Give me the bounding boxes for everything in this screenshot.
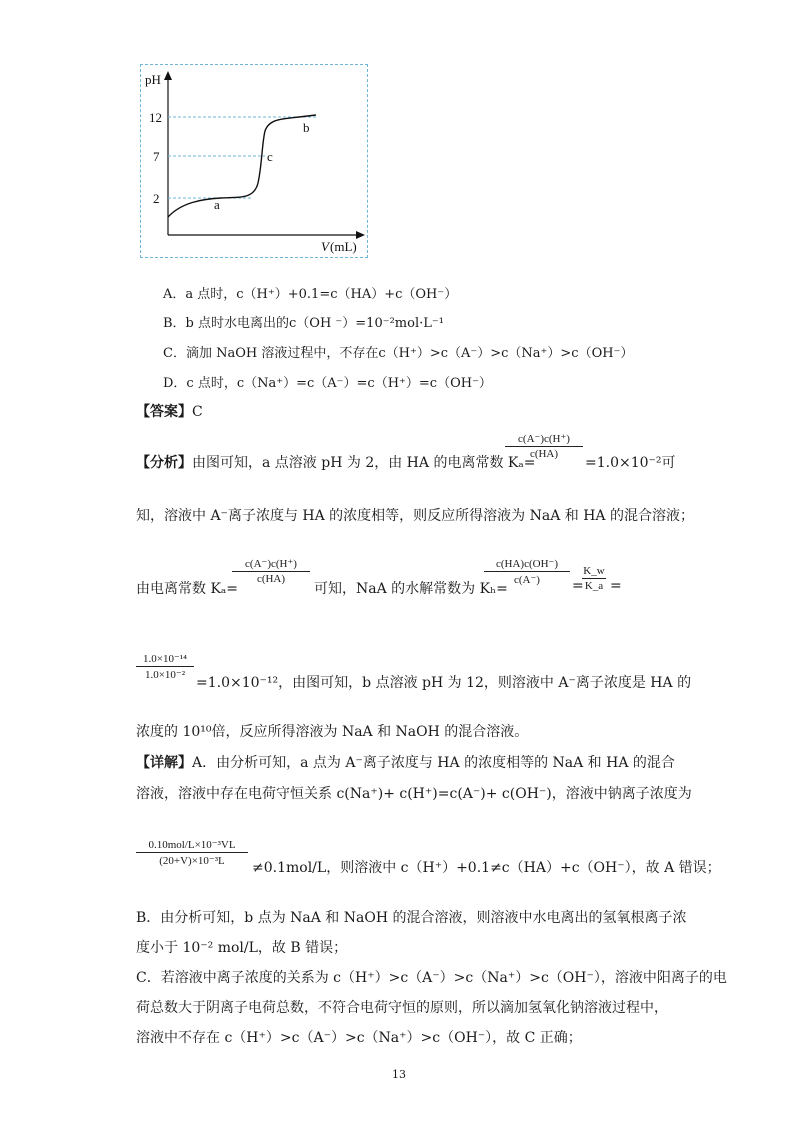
option-a [163,283,457,302]
fraction-ka-2-den: c(HA) [256,573,286,585]
fraction-kw-num: K_w [583,565,605,577]
x-axis-label-unit: (mL) [330,239,357,254]
point-label-c: c [267,149,273,164]
analysis-line-3-mid: 可知，NaA 的水解常数为 Kₕ= [314,581,508,597]
option-d-prefix: D．c 点时， [163,376,237,391]
titration-chart-svg [141,65,369,259]
fraction-bar [484,571,570,572]
fraction-ka-2-num: c(A⁻)c(H⁺) [245,558,297,570]
y-axis-label: pH [145,72,161,87]
option-b-prefix: B．b 点时水电离出的 [163,316,290,331]
answer-tag: 【答案】 [136,404,192,420]
detail-line-c1: C．若溶液中离子浓度的关系为 c（H⁺）>c（A⁻）>c（Na⁺）>c（OH⁻），溶液中阳离子的电 [136,970,727,986]
detail-line-a2: 溶液，溶液中存在电荷守恒关系 c(Na⁺)+ c(H⁺)=c(A⁻)+ c(OH⁻)，溶液中钠离子浓度为 [136,786,692,802]
option-b [163,312,444,331]
detail-line-b1: B．由分析可知，b 点为 NaA 和 NaOH 的混合溶液，则溶液中水电离出的氢氧根离子浓 [136,910,687,926]
detail-tag: 【详解】 [136,755,192,771]
fraction-ka-2 [232,557,310,585]
fraction-kh-value-den: 1.0×10⁻² [144,669,186,681]
equals-sign: = [572,578,584,594]
y-tick-12: 12 [149,110,162,125]
detail-line-c2: 荷总数大于阴离子电荷总数，不符合电荷守恒的原则，所以滴加氢氧化钠溶液过程中， [136,1000,668,1016]
answer-line [136,401,203,421]
option-c-body: c（H⁺）>c（A⁻）>c（Na⁺）>c（OH⁻） [378,346,634,361]
point-label-a: a [214,197,220,212]
fraction-bar [582,578,606,579]
x-axis-label-var: V [321,239,329,254]
fraction-ka-1 [505,432,583,460]
fraction-kh-num: c(HA)c(OH⁻) [496,558,558,570]
x-axis-arrow [356,231,365,239]
option-c [163,342,633,361]
titration-chart [140,64,368,258]
y-tick-7: 7 [153,149,160,164]
fraction-bar [232,571,310,572]
analysis-line-2: 知，溶液中 A⁻离子浓度与 HA 的浓度相等，则反应所得溶液为 NaA 和 HA 的混合溶液； [136,508,694,524]
detail-line-a1 [136,752,675,772]
fraction-kh [484,557,570,586]
fraction-kh-den: c(A⁻) [514,574,540,586]
option-d-body: c（Na⁺）=c（A⁻）=c（H⁺）=c（OH⁻） [236,376,492,391]
analysis-line-1-post: =1.0×10⁻²可 [585,455,676,471]
fraction-kh-value [136,652,194,681]
fraction-kw-ka [582,565,606,592]
answer-value: C [192,404,203,420]
y-axis-arrow [164,71,172,80]
fraction-bar [136,666,194,667]
fraction-bar [136,852,248,853]
option-c-prefix: C．滴加 NaOH 溶液过程中，不存在 [163,346,379,361]
fraction-bar [505,446,583,447]
analysis-line-4-post: =1.0×10⁻¹²，由图可知，b 点溶液 pH 为 12，则溶液中 A⁻离子浓度是 HA 的 [196,675,692,691]
fraction-ka-den: K_a [584,580,604,592]
detail-line-c3: 溶液中不存在 c（H⁺）>c（A⁻）>c（Na⁺）>c（OH⁻），故 C 正确； [136,1030,582,1046]
analysis-tag: 【分析】 [136,455,192,471]
fraction-kh-value-num: 1.0×10⁻¹⁴ [143,653,187,665]
detail-line-a3: ≠0.1mol/L，则溶液中 c（H⁺）+0.1≠c（HA）+c（OH⁻），故 A 错误； [252,860,721,876]
titration-curve [168,115,316,217]
point-label-b: b [303,120,310,135]
option-d [163,372,492,391]
fraction-ka-1-den: c(HA) [529,448,559,460]
fraction-na-num: 0.10mol/L×10⁻³VL [148,839,236,851]
fraction-na-den: (20+V)×10⁻³L [159,855,225,867]
option-a-body: c（H⁺）+0.1=c（HA）+c（OH⁻） [236,287,458,302]
analysis-line-3-pre: 由电离常数 Kₐ= [136,581,239,597]
analysis-line-5: 浓度的 10¹⁰倍，反应所得溶液为 NaA 和 NaOH 的混合溶液。 [136,724,529,740]
page-number: 13 [392,1068,406,1081]
detail-line-a1-text: A．由分析可知，a 点为 A⁻离子浓度与 HA 的浓度相等的 NaA 和 HA 的混合 [192,755,675,771]
fraction-na-concentration [136,838,248,867]
analysis-line-1-pre: 由图可知，a 点溶液 pH 为 2，由 HA 的电离常数 Kₐ= [192,455,536,471]
detail-line-b2: 度小于 10⁻² mol/L，故 B 错误； [136,940,348,956]
analysis-line-1 [136,452,535,472]
option-b-body: c（OH ⁻）=10⁻²mol·L⁻¹ [289,316,444,331]
y-tick-2: 2 [153,191,160,206]
equals-sign: = [610,578,622,594]
option-a-prefix: A．a 点时， [163,287,237,302]
fraction-ka-1-num: c(A⁻)c(H⁺) [518,433,570,445]
